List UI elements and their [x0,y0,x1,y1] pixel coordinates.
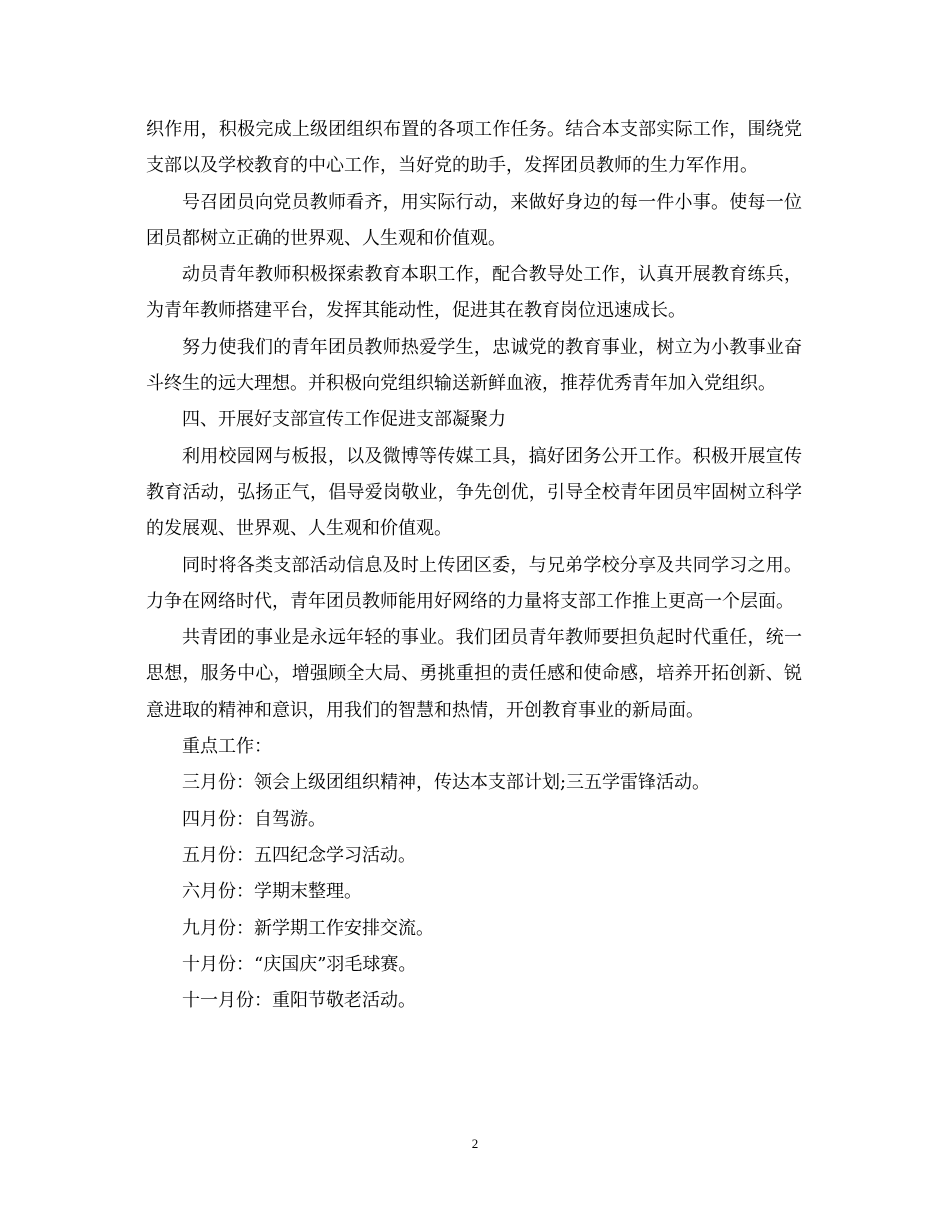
list-heading: 重点工作： [182,736,272,758]
list-item: 十月份：“庆国庆”羽毛球赛。 [182,953,417,975]
list-item: 六月份：学期末整理。 [182,881,362,903]
list-item: 四月份：自驾游。 [182,808,326,830]
paragraph: 同时将各类支部活动信息及时上传团区委，与兄弟学校分享及共同学习之用。力争在网络时代，青年团员教师能用好网络的力量将支部工作推上更高一个层面。 [146,554,802,612]
paragraph: 号召团员向党员教师看齐，用实际行动，来做好身边的每一件小事。使每一位团员都树立正确的世界观、人生观和价值观。 [146,191,802,249]
paragraph: 利用校园网与板报，以及微博等传媒工具，搞好团务公开工作。积极开展宣传教育活动，弘扬正气，倡导爱岗敬业，争先创优，引导全校青年团员牢固树立科学的发展观、世界观、人生观和价值观。 [146,445,802,540]
paragraph: 织作用，积极完成上级团组织布置的各项工作任务。结合本支部实际工作，围绕党支部以及学校教育的中心工作，当好党的助手，发挥团员教师的生力军作用。 [146,119,802,177]
paragraph: 努力使我们的青年团员教师热爱学生，忠诚党的教育事业，树立为小教事业奋斗终生的远大理想。并积极向党组织输送新鲜血液，推荐优秀青年加入党组织。 [146,336,802,395]
list-item: 十一月份：重阳节敬老活动。 [182,990,416,1012]
page-number: 2 [471,1136,479,1151]
list-item: 三月份：领会上级团组织精神，传达本支部计划;三五学雷锋活动。 [182,772,711,794]
section-heading: 四、开展好支部宣传工作促进支部凝聚力 [182,409,506,431]
paragraph: 共青团的事业是永远年轻的事业。我们团员青年教师要担负起时代重任，统一思想，服务中心，增强顾全大局、勇挑重担的责任感和使命感，培养开拓创新、锐意进取的精神和意识，用我们的智慧和热情，开创教育事业的新局面。 [146,627,802,721]
list-item: 九月份：新学期工作安排交流。 [182,917,434,939]
paragraph: 动员青年教师积极探索教育本职工作，配合教导处工作，认真开展教育练兵，为青年教师搭建平台，发挥其能动性，促进其在教育岗位迅速成长。 [146,264,802,322]
document-body [146,112,802,1019]
list-item: 五月份：五四纪念学习活动。 [182,844,416,866]
